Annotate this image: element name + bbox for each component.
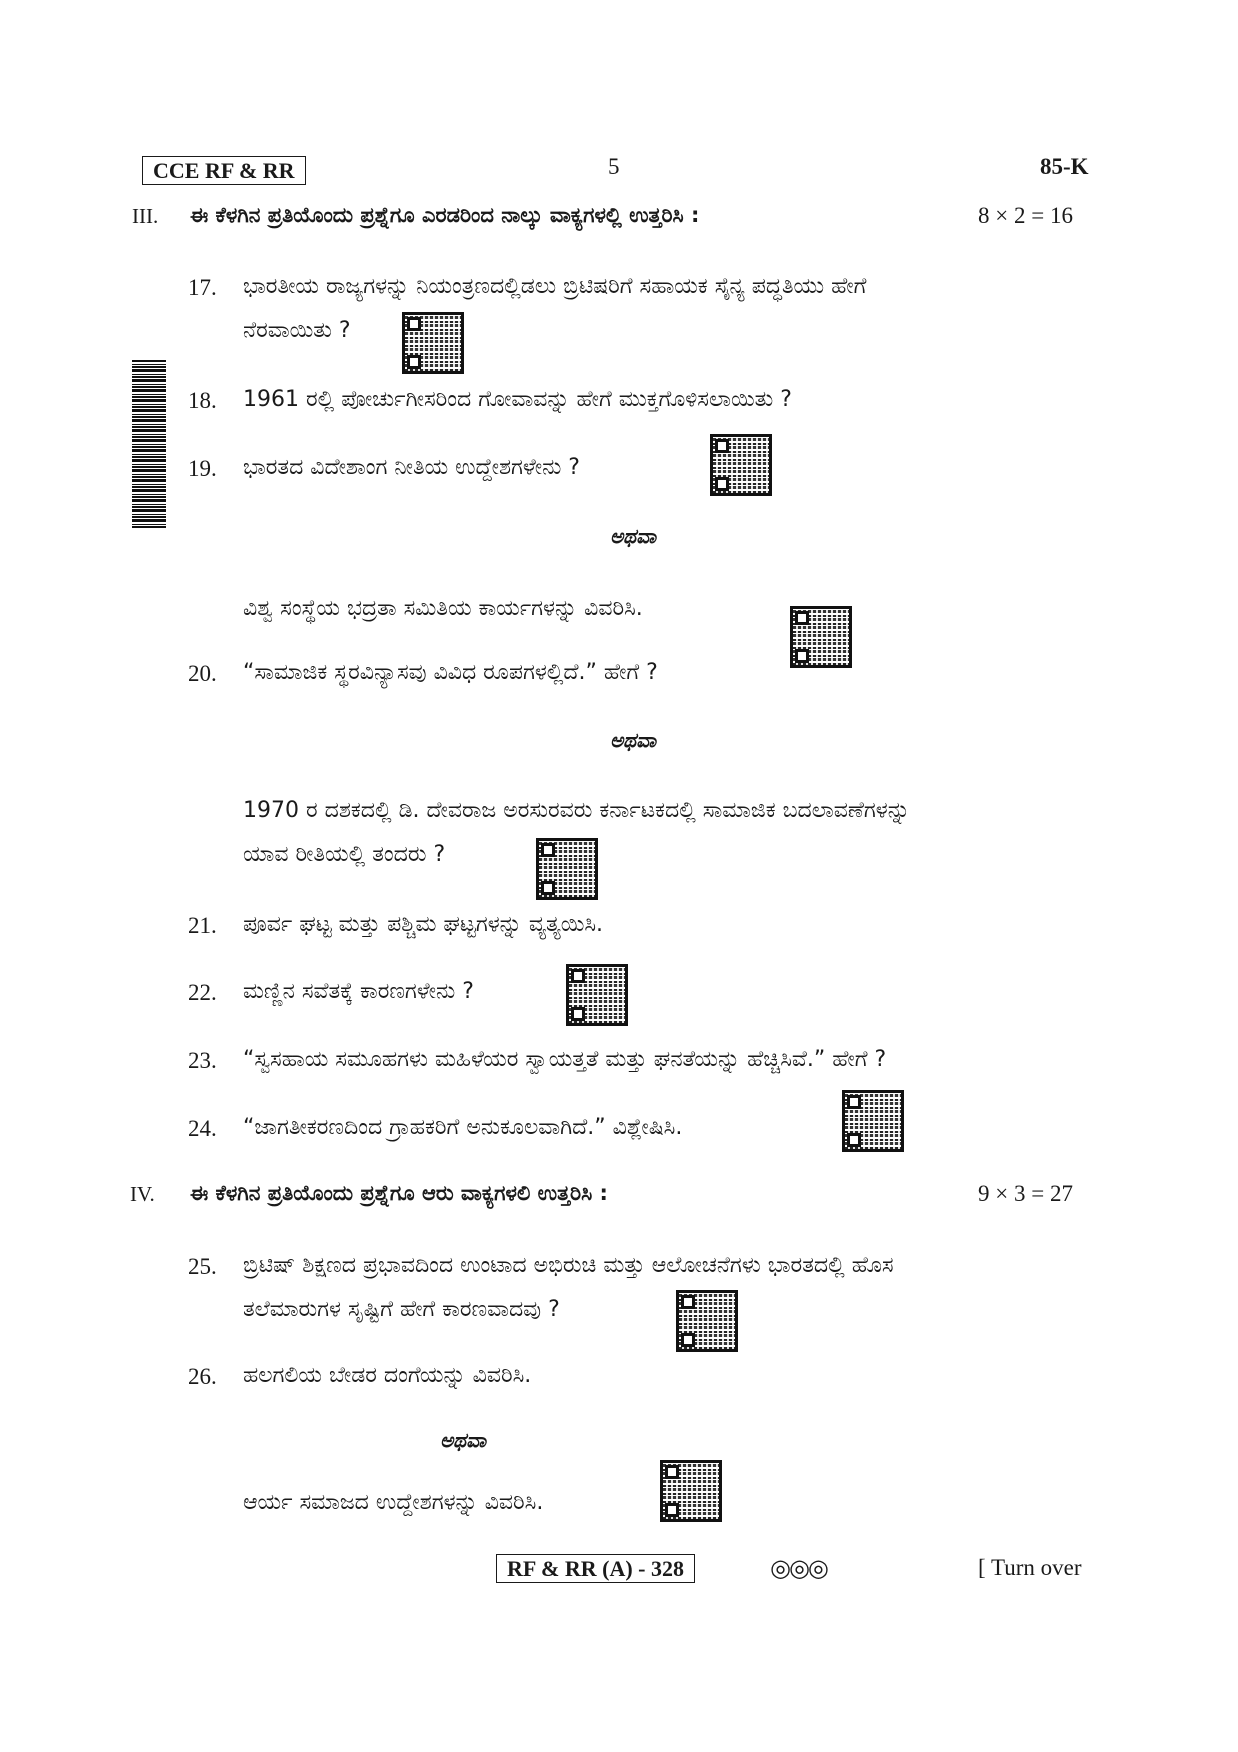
qr-code-icon[interactable] [536, 838, 598, 900]
qr-code-icon[interactable] [676, 1290, 738, 1352]
question-26-text: ಹಲಗಲಿಯ ಬೇಡರ ದಂಗೆಯನ್ನು ವಿವರಿಸಿ. [243, 1363, 532, 1388]
qr-code-icon[interactable] [660, 1460, 722, 1522]
question-number: 20. [188, 661, 217, 686]
question-22-text: ಮಣ್ಣಿನ ಸವೆತಕ್ಕೆ ಕಾರಣಗಳೇನು ? [243, 979, 474, 1004]
question-number: 23. [188, 1048, 217, 1073]
question-number: 21. [188, 913, 217, 938]
question-18-text: 1961 ರಲ್ಲಿ ಪೋರ್ಚುಗೀಸರಿಂದ ಗೋವಾವನ್ನು ಹೇಗೆ ಮುಕ್ತಗೊಳಿಸಲಾಯಿತು ? [243, 387, 792, 412]
question-23-text: “ಸ್ವಸಹಾಯ ಸಮೂಹಗಳು ಮಹಿಳೆಯರ ಸ್ವಾಯತ್ತತೆ ಮತ್ತು ಘನತೆಯನ್ನು ಹೆಚ್ಚಿಸಿವೆ.” ಹೇಗೆ ? [243, 1047, 887, 1072]
question-20-text: “ಸಾಮಾಜಿಕ ಸ್ಥರವಿನ್ಯಾಸವು ವಿವಿಧ ರೂಪಗಳಲ್ಲಿದೆ.” ಹೇಗೆ ? [243, 660, 658, 685]
question-number: 26. [188, 1364, 217, 1389]
question-number: 24. [188, 1116, 217, 1141]
question-25-line2: ತಲೆಮಾರುಗಳ ಸೃಷ್ಟಿಗೆ ಹೇಗೆ ಕಾರಣವಾದವು ? [243, 1297, 560, 1322]
qr-code-icon[interactable] [790, 606, 852, 668]
question-17-line1: ಭಾರತೀಯ ರಾಜ್ಯಗಳನ್ನು ನಿಯಂತ್ರಣದಲ್ಲಿಡಲು ಬ್ರಿಟಿಷರಿಗೆ ಸಹಾಯಕ ಸೈನ್ಯ ಪದ್ಧತಿಯು ಹೇಗೆ [243, 274, 867, 299]
question-number: 17. [188, 275, 217, 300]
question-20-alternative-line1: 1970 ರ ದಶಕದಲ್ಲಿ ಡಿ. ದೇವರಾಜ ಅರಸುರವರು ಕರ್ನಾಟಕದಲ್ಲಿ ಸಾಮಾಜಿಕ ಬದಲಾವಣೆಗಳನ್ನು [243, 798, 910, 823]
paper-code-box: CCE RF & RR [142, 156, 306, 185]
turn-over-note: [ Turn over [978, 1555, 1082, 1580]
qr-code-icon[interactable] [842, 1090, 904, 1152]
qr-code-icon[interactable] [402, 312, 464, 374]
page-number: 5 [608, 154, 620, 179]
question-19-text: ಭಾರತದ ವಿದೇಶಾಂಗ ನೀತಿಯ ಉದ್ದೇಶಗಳೇನು ? [243, 455, 580, 480]
qr-code-icon[interactable] [710, 434, 772, 496]
question-number: 19. [188, 456, 217, 481]
or-separator: ಅಥವಾ [440, 1428, 486, 1452]
or-separator: ಅಥವಾ [610, 728, 656, 752]
section-3-numeral: III. [132, 204, 159, 228]
section-4-marks: 9 × 3 = 27 [978, 1181, 1073, 1206]
section-4-title: ಈ ಕೆಳಗಿನ ಪ್ರತಿಯೊಂದು ಪ್ರಶ್ನೆಗೂ ಆರು ವಾಕ್ಯಗಳಲಿ ಉತ್ತರಿಸಿ : [190, 1181, 608, 1205]
question-17-line2: ನೆರವಾಯಿತು ? [243, 318, 351, 343]
question-24-text: “ಜಾಗತೀಕರಣದಿಂದ ಗ್ರಾಹಕರಿಗೆ ಅನುಕೂಲವಾಗಿದೆ.” ವಿಶ್ಲೇಷಿಸಿ. [243, 1115, 683, 1140]
question-number: 18. [188, 388, 217, 413]
target-circles-icon: ◎◎◎ [770, 1554, 827, 1582]
or-separator: ಅಥವಾ [610, 524, 656, 548]
question-number: 22. [188, 980, 217, 1005]
qr-code-icon[interactable] [566, 964, 628, 1026]
question-19-alternative: ವಿಶ್ವ ಸಂಸ್ಥೆಯ ಭದ್ರತಾ ಸಮಿತಿಯ ಕಾರ್ಯಗಳನ್ನು ವಿವರಿಸಿ. [243, 596, 643, 621]
section-3-marks: 8 × 2 = 16 [978, 203, 1073, 228]
footer-code-box: RF & RR (A) - 328 [496, 1554, 695, 1583]
section-3-title: ಈ ಕೆಳಗಿನ ಪ್ರತಿಯೊಂದು ಪ್ರಶ್ನೆಗೂ ಎರಡರಿಂದ ನಾಲ್ಕು ವಾಕ್ಯಗಳಲ್ಲಿ ಉತ್ತರಿಸಿ : [190, 203, 700, 227]
subject-code: 85-K [1040, 154, 1089, 179]
question-number: 25. [188, 1254, 217, 1279]
question-25-line1: ಬ್ರಿಟಿಷ್ ಶಿಕ್ಷಣದ ಪ್ರಭಾವದಿಂದ ಉಂಟಾದ ಅಭಿರುಚಿ ಮತ್ತು ಆಲೋಚನೆಗಳು ಭಾರತದಲ್ಲಿ ಹೊಸ [243, 1253, 894, 1278]
question-26-alternative: ಆರ್ಯ ಸಮಾಜದ ಉದ್ದೇಶಗಳನ್ನು ವಿವರಿಸಿ. [243, 1490, 544, 1515]
section-4-numeral: IV. [130, 1182, 155, 1206]
barcode [132, 360, 166, 528]
question-21-text: ಪೂರ್ವ ಘಟ್ಟ ಮತ್ತು ಪಶ್ಚಿಮ ಘಟ್ಟಗಳನ್ನು ವ್ಯತ್ಯಯಿಸಿ. [243, 912, 604, 937]
question-20-alternative-line2: ಯಾವ ರೀತಿಯಲ್ಲಿ ತಂದರು ? [243, 842, 446, 867]
